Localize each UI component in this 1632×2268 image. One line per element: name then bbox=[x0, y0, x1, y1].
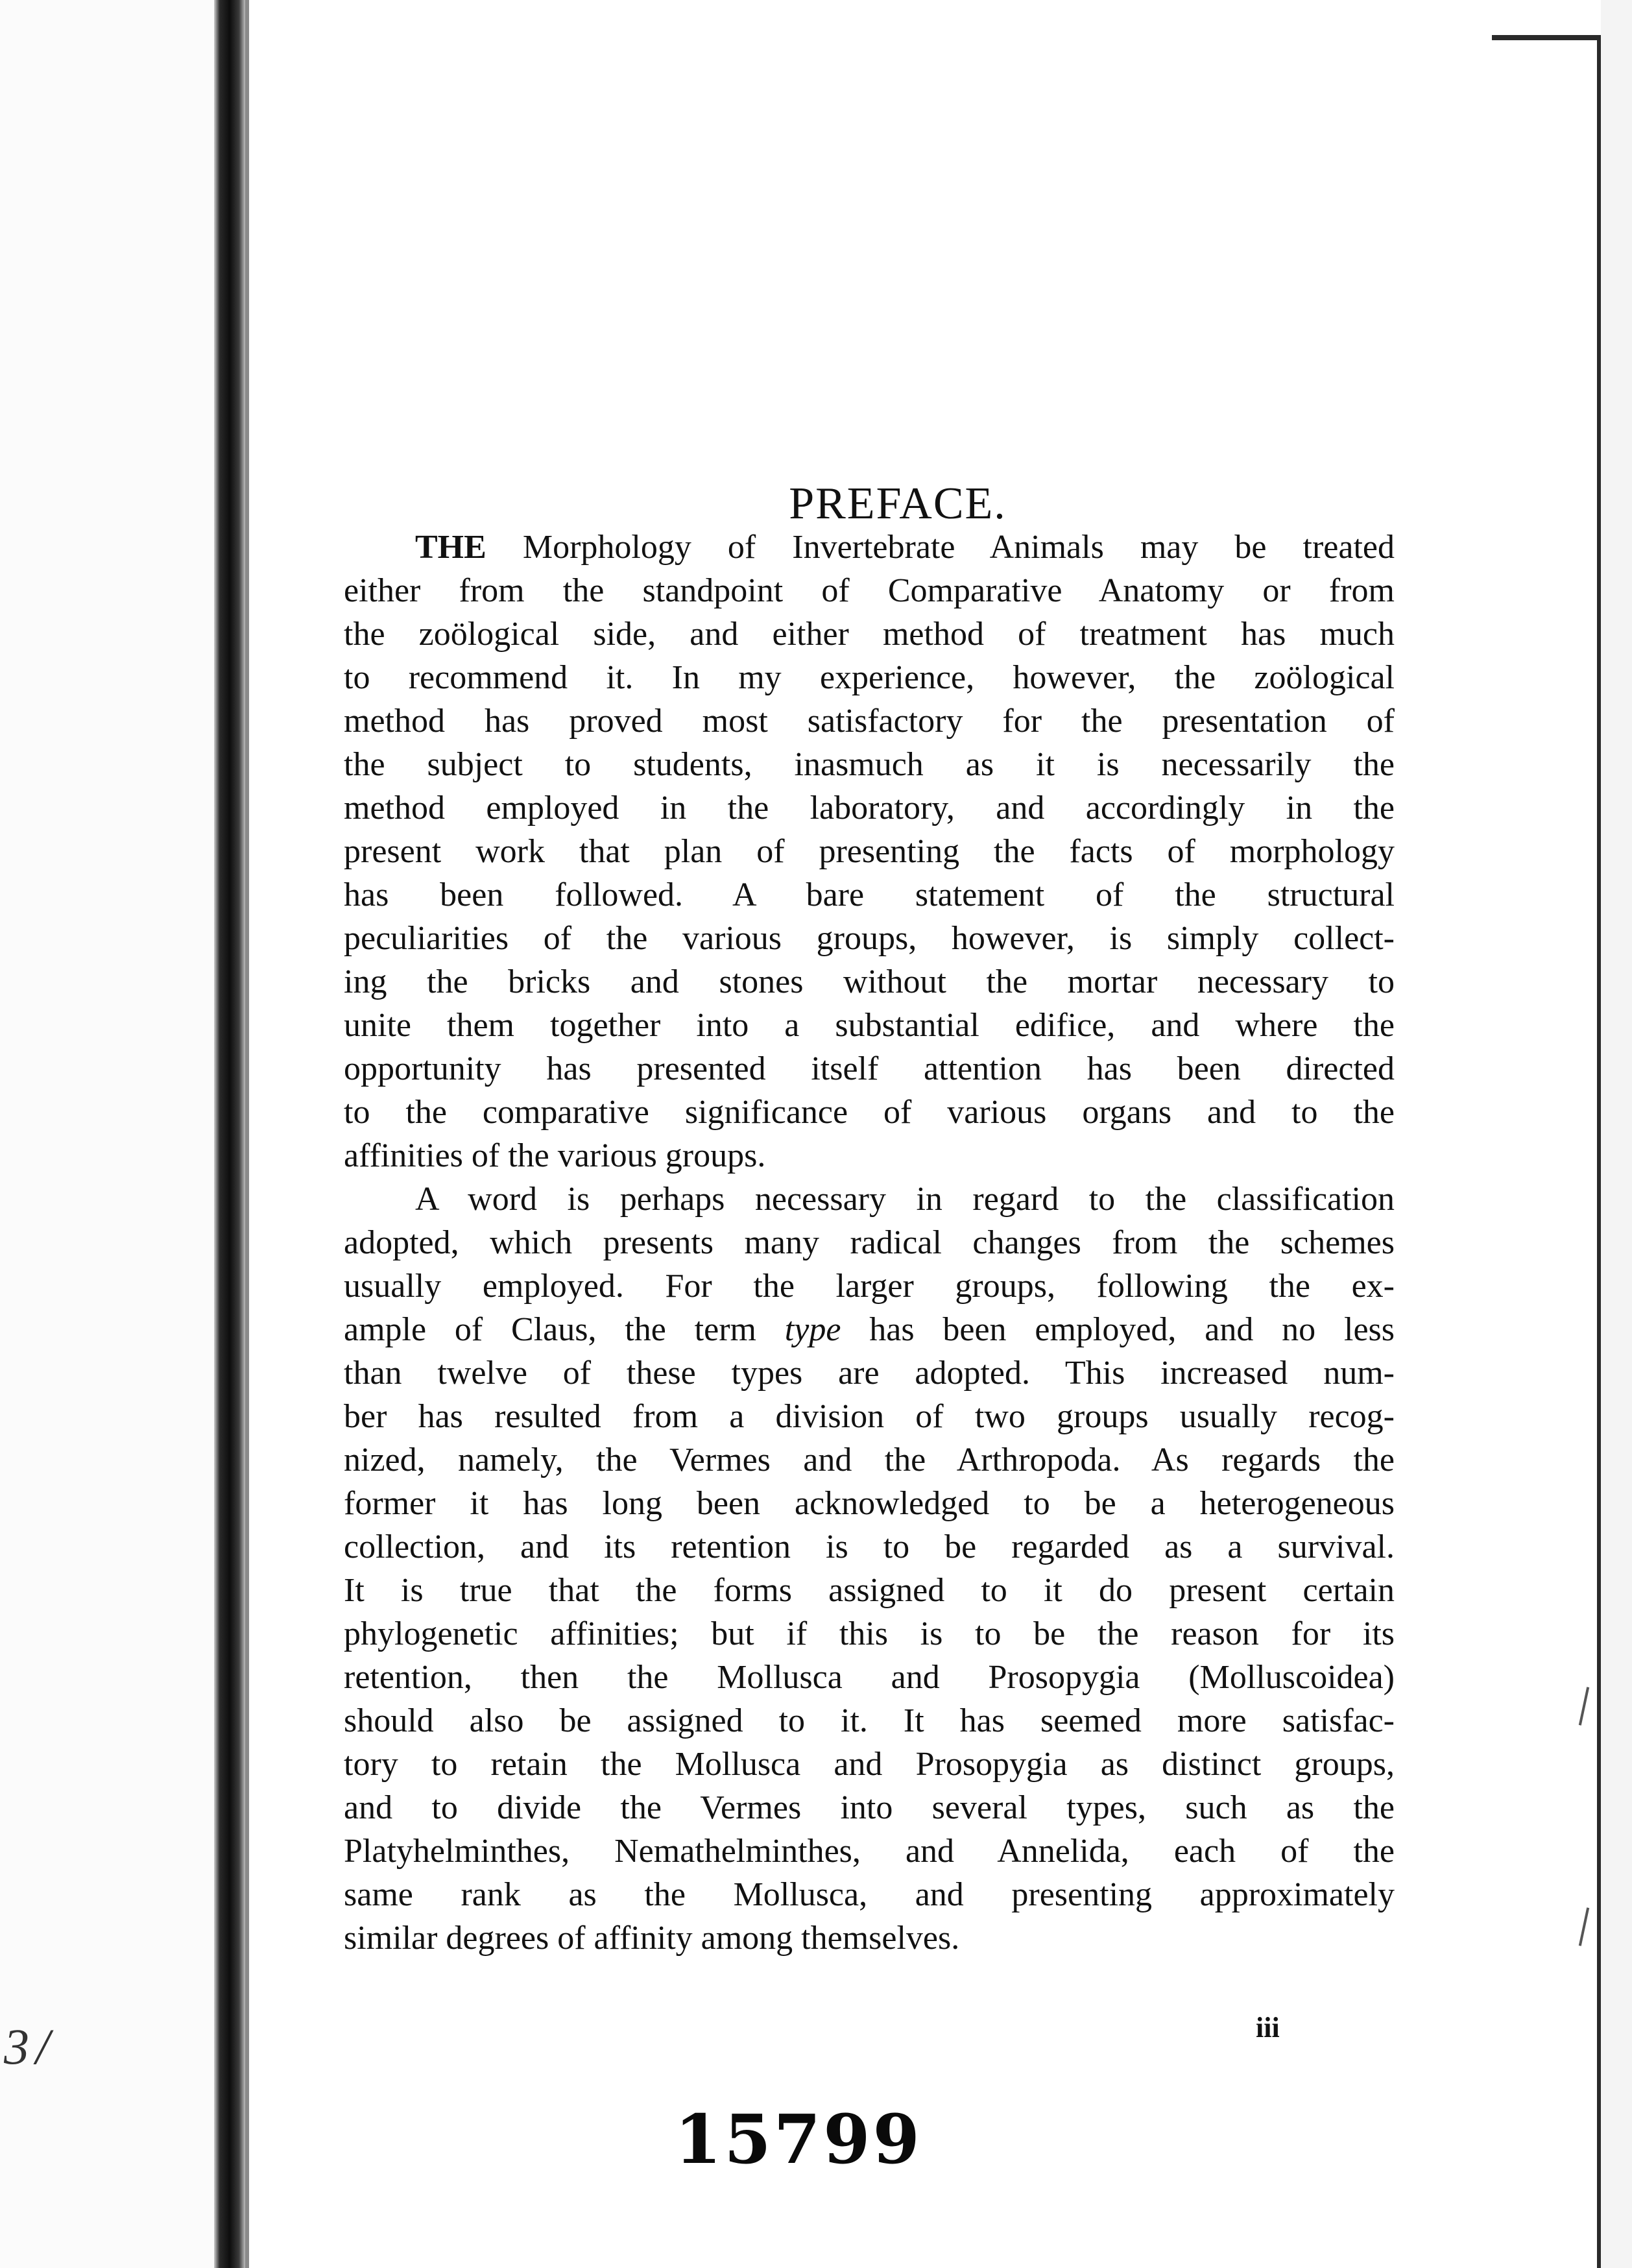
text-line: and to divide the Vermes into several types, such as the bbox=[344, 1789, 1395, 1826]
text-line: tory to retain the Mollusca and Prosopygia as distinct groups, bbox=[344, 1746, 1395, 1783]
book-gutter bbox=[214, 0, 245, 2268]
text-line: same rank as the Mollusca, and presenting approximately bbox=[344, 1876, 1395, 1913]
text-line: than twelve of these types are adopted. This increased num- bbox=[344, 1355, 1395, 1392]
text-line: retention, then the Mollusca and Prosopygia (Molluscoidea) bbox=[344, 1659, 1395, 1696]
text-line: affinities of the various groups. bbox=[344, 1137, 766, 1174]
text-line: ber has resulted from a division of two groups usually recog- bbox=[344, 1398, 1395, 1435]
margin-mark: 3/ bbox=[4, 2018, 56, 2075]
page-right-margin bbox=[1601, 0, 1632, 2268]
lead-word: THE bbox=[415, 529, 486, 566]
emphasized-term: type bbox=[784, 1311, 841, 1348]
text-line: to the comparative significance of various organs and to the bbox=[344, 1094, 1395, 1131]
text-line: collection, and its retention is to be regarded as a survival. bbox=[344, 1528, 1395, 1565]
text-line: ample of Claus, the term type has been employed, and no less bbox=[344, 1311, 1395, 1348]
text-line: should also be assigned to it. It has seemed more satisfac- bbox=[344, 1702, 1395, 1739]
facing-page bbox=[0, 0, 214, 2268]
text-line: ing the bricks and stones without the mortar necessary to bbox=[344, 963, 1395, 1000]
text-line: method has proved most satisfactory for the presentation of bbox=[344, 703, 1395, 740]
text-line: A word is perhaps necessary in regard to the classification bbox=[415, 1181, 1395, 1218]
text-line: the subject to students, inasmuch as it is necessarily the bbox=[344, 746, 1395, 783]
text-line: method employed in the laboratory, and accordingly in the bbox=[344, 790, 1395, 826]
text-line: present work that plan of presenting the facts of morphology bbox=[344, 833, 1395, 870]
page-title: PREFACE. bbox=[789, 478, 1007, 529]
page-top-edge bbox=[1492, 35, 1601, 40]
text-line: usually employed. For the larger groups, following the ex- bbox=[344, 1268, 1395, 1305]
page-number: iii bbox=[1256, 2012, 1280, 2044]
text-line: opportunity has presented itself attention has been directed bbox=[344, 1050, 1395, 1087]
text-line: to recommend it. In my experience, however, the zoölogical bbox=[344, 659, 1395, 696]
text-line: has been followed. A bare statement of the structural bbox=[344, 876, 1395, 913]
text-line: the zoölogical side, and either method of treatment has much bbox=[344, 616, 1395, 653]
text-line: unite them together into a substantial edifice, and where the bbox=[344, 1007, 1395, 1044]
text-line: It is true that the forms assigned to it do present certain bbox=[344, 1572, 1395, 1609]
preface-text bbox=[344, 525, 1395, 1960]
text-line: nized, namely, the Vermes and the Arthropoda. As regards the bbox=[344, 1442, 1395, 1478]
accession-number: 15799 bbox=[675, 2099, 922, 2179]
text-line: similar degrees of affinity among themselves. bbox=[344, 1920, 960, 1957]
text-line: adopted, which presents many radical changes from the schemes bbox=[344, 1224, 1395, 1261]
text-line: peculiarities of the various groups, however, is simply collect- bbox=[344, 920, 1395, 957]
text-line: Platyhelminthes, Nemathelminthes, and Annelida, each of the bbox=[344, 1833, 1395, 1870]
text-line: THE Morphology of Invertebrate Animals may be treated bbox=[415, 529, 1395, 566]
text-line: either from the standpoint of Comparative Anatomy or from bbox=[344, 572, 1395, 609]
text-line: phylogenetic affinities; but if this is to be the reason for its bbox=[344, 1615, 1395, 1652]
text-line: former it has long been acknowledged to be a heterogeneous bbox=[344, 1485, 1395, 1522]
